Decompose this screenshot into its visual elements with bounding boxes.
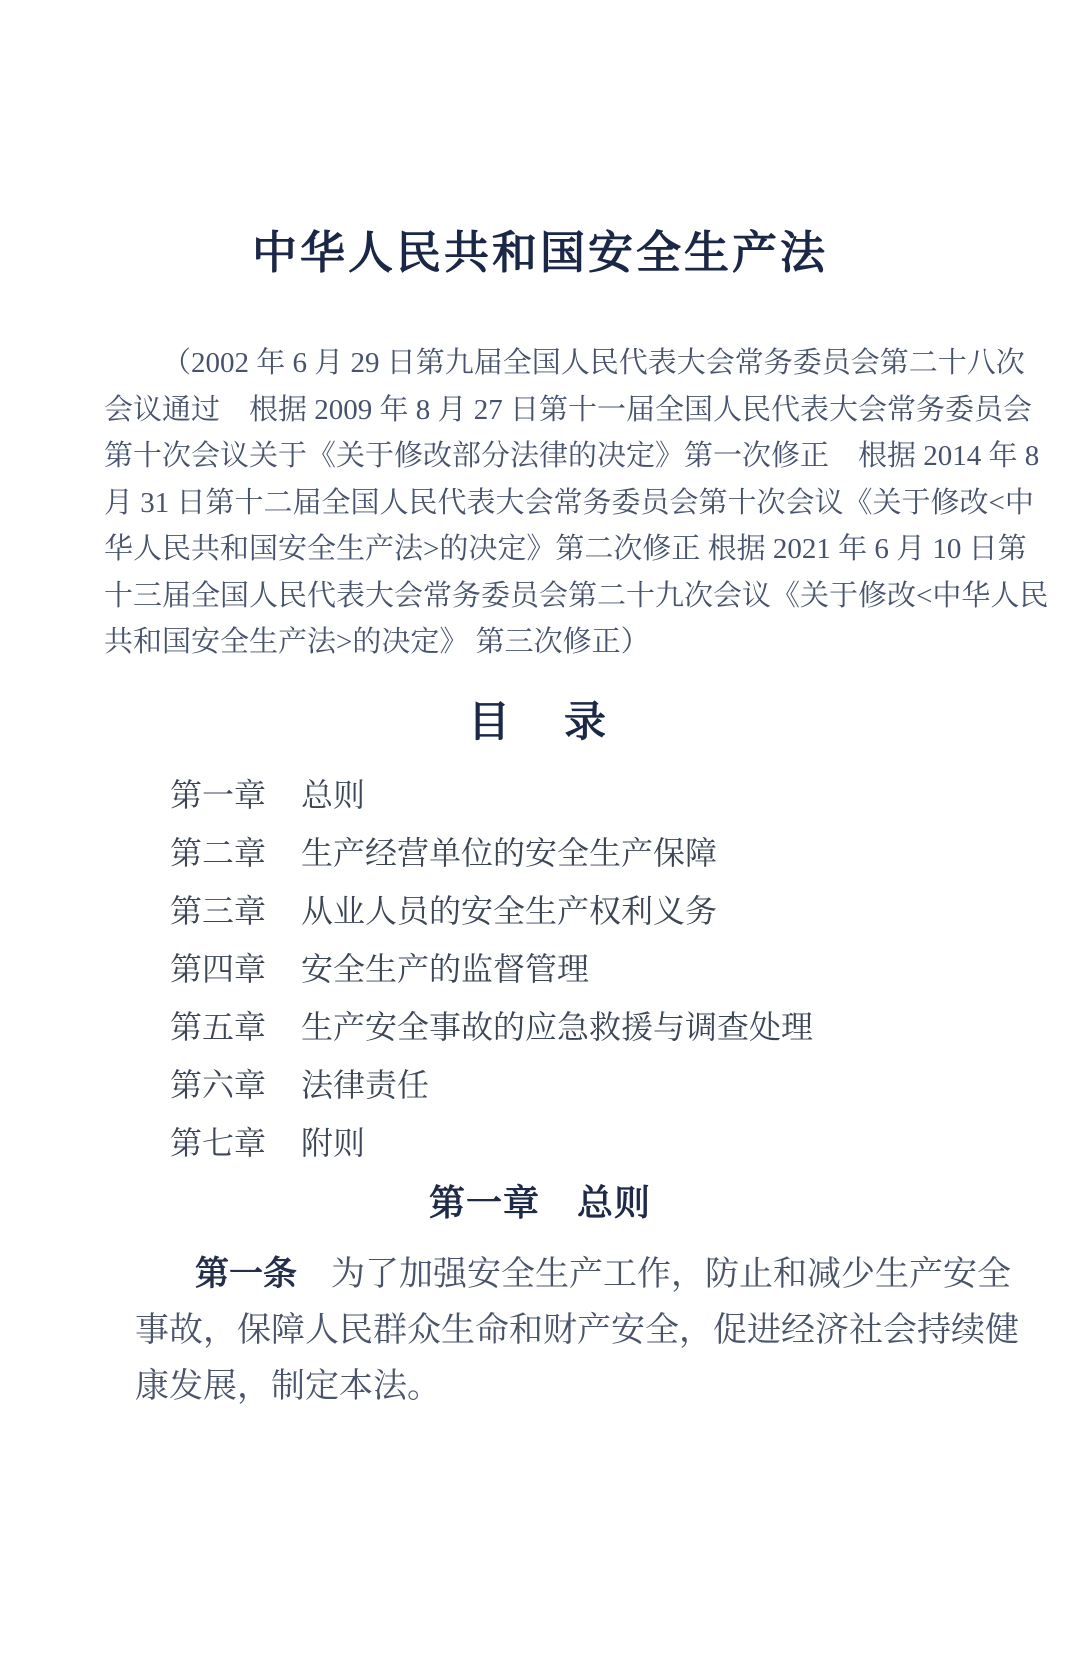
toc-chapter-label: 第四章 (170, 950, 267, 987)
toc-chapter-label: 第三章 (170, 892, 267, 929)
amendment-note-line: 第十次会议关于《关于修改部分法律的决定》第一次修正 根据 2014 年 8 (104, 440, 1040, 472)
toc-chapter-label: 第五章 (170, 1008, 267, 1045)
toc-heading: 目 录 (467, 697, 612, 745)
toc-item (170, 940, 1080, 998)
chapter-heading: 第一章 总则 (428, 1181, 651, 1223)
toc-chapter-title: 生产经营单位的安全生产保障 (301, 834, 718, 871)
article-number: 第一条 (195, 1254, 297, 1293)
toc-item (170, 998, 1080, 1056)
amendment-note (104, 340, 1049, 666)
toc-chapter-label: 第七章 (170, 1124, 267, 1161)
article-1 (135, 1246, 1019, 1415)
article-line: 康发展，制定本法。 (135, 1367, 441, 1405)
amendment-note-line: 共和国安全生产法>的决定》 第三次修正） (104, 626, 650, 658)
amendment-note-line: 月 31 日第十二届全国人民代表大会常务委员会第十次会议《关于修改<中 (104, 486, 1034, 519)
amendment-note-line: 华人民共和国安全生产法>的决定》第二次修正 根据 2021 年 6 月 10 日第 (104, 533, 1027, 565)
article-line: 事故，保障人民群众生命和财产安全，促进经济社会持续健 (135, 1311, 1019, 1349)
document-page (0, 222, 1080, 1662)
article-text: 为了加强安全生产工作，防止和减少生产安全 (331, 1255, 1011, 1293)
amendment-note-line: 会议通过 根据 2009 年 8 月 27 日第十一届全国人民代表大会常务委员会 (104, 393, 1033, 426)
toc-item (170, 766, 1080, 824)
toc-chapter-title: 安全生产的监督管理 (301, 950, 590, 987)
toc-chapter-title: 从业人员的安全生产权利义务 (301, 892, 718, 929)
amendment-note-line: 十三届全国人民代表大会常务委员会第二十九次会议《关于修改<中华人民 (104, 579, 1049, 612)
article-line (135, 1246, 1011, 1303)
amendment-note-line: （2002 年 6 月 29 日第九届全国人民代表大会常务委员会第二十八次 (162, 347, 1025, 379)
toc-chapter-label: 第二章 (170, 834, 267, 871)
toc-chapter-title: 总则 (301, 776, 366, 813)
toc-chapter-label: 第一章 (170, 776, 267, 813)
toc-item (170, 882, 1080, 940)
document-title: 中华人民共和国安全生产法 (251, 227, 828, 278)
toc-list (170, 766, 1080, 1172)
toc-chapter-label: 第六章 (170, 1066, 267, 1103)
toc-chapter-title: 附则 (301, 1124, 366, 1161)
toc-item (170, 1056, 1080, 1114)
toc-chapter-title: 法律责任 (301, 1066, 430, 1103)
toc-chapter-title: 生产安全事故的应急救援与调查处理 (301, 1008, 814, 1045)
toc-item (170, 824, 1080, 882)
toc-item (170, 1114, 1080, 1172)
